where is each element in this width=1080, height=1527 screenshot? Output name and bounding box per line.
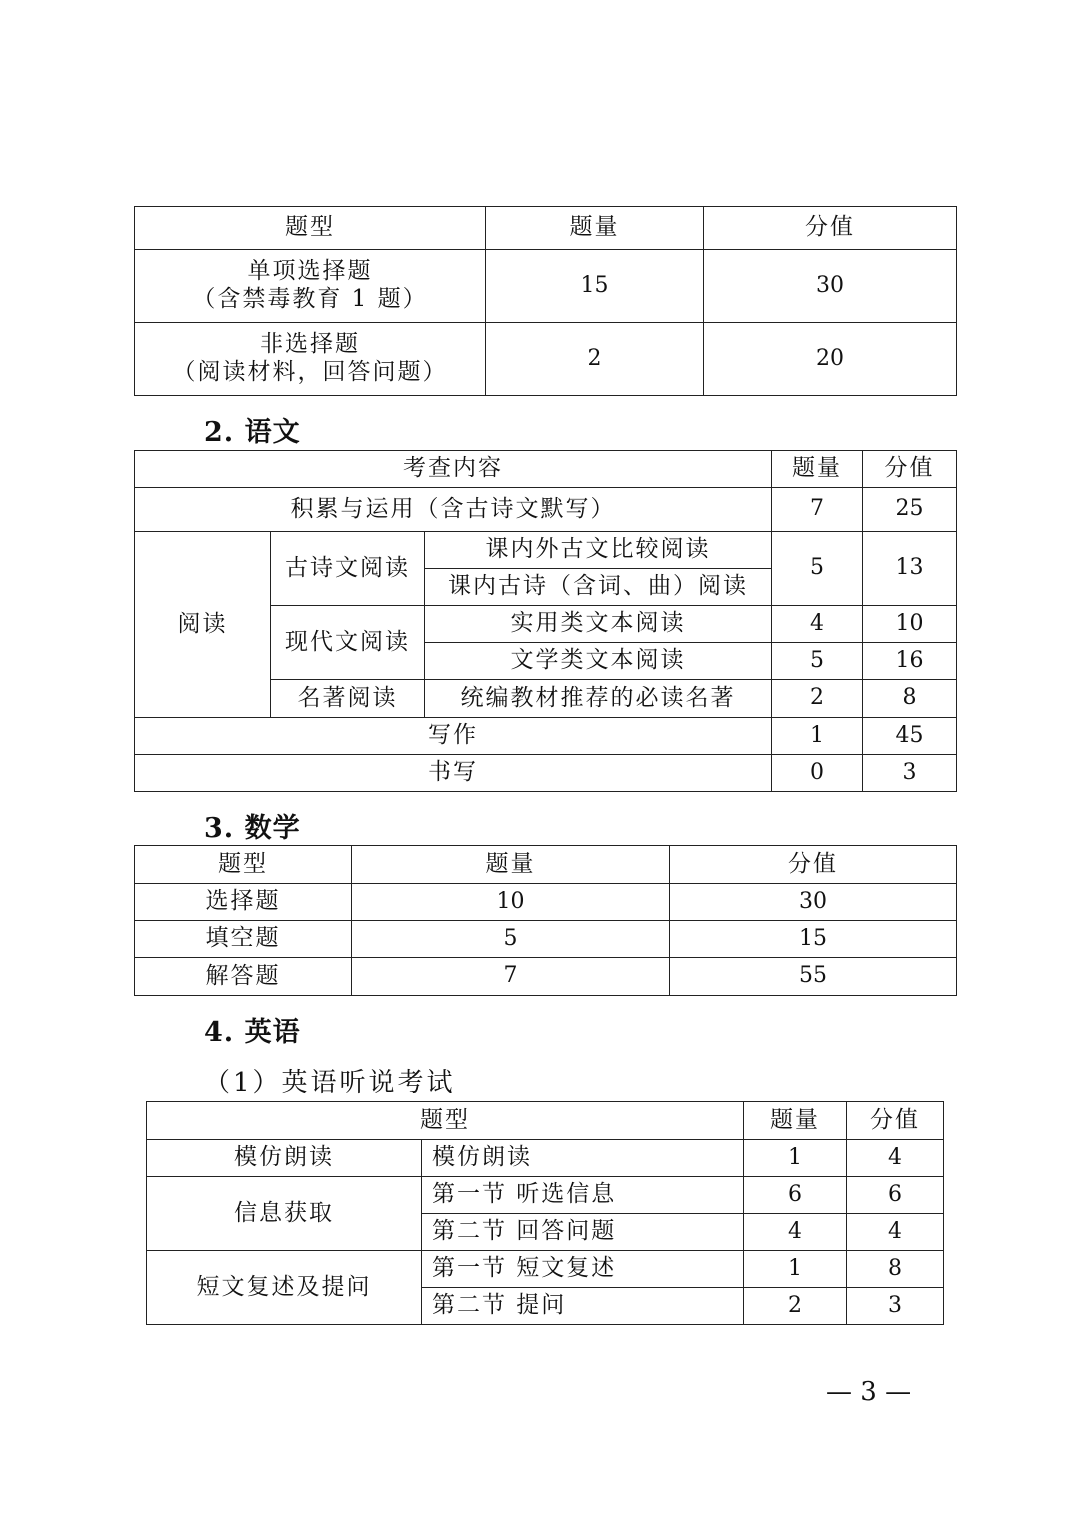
header-type: 题型 bbox=[135, 846, 352, 884]
handwriting-count: 0 bbox=[772, 755, 863, 792]
question-score: 20 bbox=[704, 323, 957, 396]
info-score: 4 bbox=[847, 1214, 944, 1251]
retell-item: 第一节 短文复述 bbox=[422, 1251, 744, 1288]
header-score: 分值 bbox=[704, 207, 957, 250]
header-count: 题量 bbox=[486, 207, 704, 250]
header-type: 题型 bbox=[135, 207, 486, 250]
info-score: 6 bbox=[847, 1177, 944, 1214]
question-count: 7 bbox=[352, 958, 670, 996]
classics-reading-label: 名著阅读 bbox=[271, 680, 425, 718]
info-count: 6 bbox=[744, 1177, 847, 1214]
chinese-exam-table bbox=[134, 450, 957, 792]
section-heading-chinese: 2. 语文 bbox=[204, 417, 301, 448]
table-header-row bbox=[135, 846, 957, 884]
classical-item: 课内外古文比较阅读 bbox=[425, 532, 772, 569]
retell-count: 2 bbox=[744, 1288, 847, 1325]
header-score: 分值 bbox=[863, 451, 957, 488]
table-header-row bbox=[135, 207, 957, 250]
question-type-cell bbox=[135, 250, 486, 323]
table-row bbox=[147, 1140, 944, 1177]
info-count: 4 bbox=[744, 1214, 847, 1251]
header-score: 分值 bbox=[847, 1102, 944, 1140]
retell-category: 短文复述及提问 bbox=[147, 1251, 422, 1325]
table-row bbox=[147, 1251, 944, 1288]
imitation-count: 1 bbox=[744, 1140, 847, 1177]
info-category: 信息获取 bbox=[147, 1177, 422, 1251]
table-row bbox=[135, 323, 957, 396]
math-exam-table bbox=[134, 845, 957, 996]
header-count: 题量 bbox=[352, 846, 670, 884]
handwriting-label: 书写 bbox=[135, 755, 772, 792]
table-row bbox=[135, 250, 957, 323]
table-row bbox=[135, 718, 957, 755]
page-number: — 3 — bbox=[826, 1377, 912, 1407]
writing-score: 45 bbox=[863, 718, 957, 755]
question-type: 填空题 bbox=[135, 921, 352, 958]
section-heading-math: 3. 数学 bbox=[204, 813, 301, 844]
question-type-cell bbox=[135, 323, 486, 396]
retell-count: 1 bbox=[744, 1251, 847, 1288]
modern-item: 文学类文本阅读 bbox=[425, 643, 772, 680]
modern-item: 实用类文本阅读 bbox=[425, 606, 772, 643]
classical-count: 5 bbox=[772, 532, 863, 606]
question-type-line1: 非选择题 bbox=[260, 331, 360, 358]
table-row bbox=[135, 884, 957, 921]
question-type-line2: （含禁毒教育 1 题） bbox=[192, 286, 428, 312]
info-item: 第二节 回答问题 bbox=[422, 1214, 744, 1251]
retell-score: 3 bbox=[847, 1288, 944, 1325]
reading-label: 阅读 bbox=[135, 532, 271, 718]
writing-label: 写作 bbox=[135, 718, 772, 755]
section-heading-english: 4. 英语 bbox=[204, 1017, 301, 1048]
table-header-row bbox=[135, 451, 957, 488]
table-header-row bbox=[147, 1102, 944, 1140]
classical-score: 13 bbox=[863, 532, 957, 606]
accumulation-label: 积累与运用（含古诗文默写） bbox=[135, 488, 772, 532]
table-row bbox=[135, 755, 957, 792]
handwriting-score: 3 bbox=[863, 755, 957, 792]
writing-count: 1 bbox=[772, 718, 863, 755]
question-count: 10 bbox=[352, 884, 670, 921]
question-type-line1: 单项选择题 bbox=[247, 258, 373, 285]
question-score: 30 bbox=[704, 250, 957, 323]
accumulation-count: 7 bbox=[772, 488, 863, 532]
classics-item: 统编教材推荐的必读名著 bbox=[425, 680, 772, 718]
header-score: 分值 bbox=[670, 846, 957, 884]
modern-score: 16 bbox=[863, 643, 957, 680]
table-row bbox=[135, 958, 957, 996]
header-count: 题量 bbox=[772, 451, 863, 488]
question-type: 选择题 bbox=[135, 884, 352, 921]
imitation-category: 模仿朗读 bbox=[147, 1140, 422, 1177]
classical-reading-label: 古诗文阅读 bbox=[271, 532, 425, 606]
table-row bbox=[147, 1177, 944, 1214]
table-row bbox=[135, 921, 957, 958]
imitation-score: 4 bbox=[847, 1140, 944, 1177]
exam-table-1 bbox=[134, 206, 957, 396]
modern-count: 4 bbox=[772, 606, 863, 643]
modern-reading-label: 现代文阅读 bbox=[271, 606, 425, 680]
subheading-listening-speaking: （1）英语听说考试 bbox=[204, 1068, 456, 1098]
question-score: 30 bbox=[670, 884, 957, 921]
classical-item: 课内古诗（含词、曲）阅读 bbox=[425, 569, 772, 606]
question-score: 15 bbox=[670, 921, 957, 958]
accumulation-score: 25 bbox=[863, 488, 957, 532]
classics-count: 2 bbox=[772, 680, 863, 718]
info-item: 第一节 听选信息 bbox=[422, 1177, 744, 1214]
header-content: 考查内容 bbox=[135, 451, 772, 488]
header-count: 题量 bbox=[744, 1102, 847, 1140]
table-row bbox=[135, 488, 957, 532]
modern-score: 10 bbox=[863, 606, 957, 643]
table-row bbox=[135, 532, 957, 569]
english-exam-table bbox=[146, 1101, 944, 1325]
imitation-item: 模仿朗读 bbox=[422, 1140, 744, 1177]
retell-score: 8 bbox=[847, 1251, 944, 1288]
modern-count: 5 bbox=[772, 643, 863, 680]
question-type-line2: （阅读材料，回答问题） bbox=[172, 359, 448, 385]
question-count: 5 bbox=[352, 921, 670, 958]
header-type: 题型 bbox=[147, 1102, 744, 1140]
retell-item: 第二节 提问 bbox=[422, 1288, 744, 1325]
question-score: 55 bbox=[670, 958, 957, 996]
question-count: 2 bbox=[486, 323, 704, 396]
question-count: 15 bbox=[486, 250, 704, 323]
question-type: 解答题 bbox=[135, 958, 352, 996]
classics-score: 8 bbox=[863, 680, 957, 718]
